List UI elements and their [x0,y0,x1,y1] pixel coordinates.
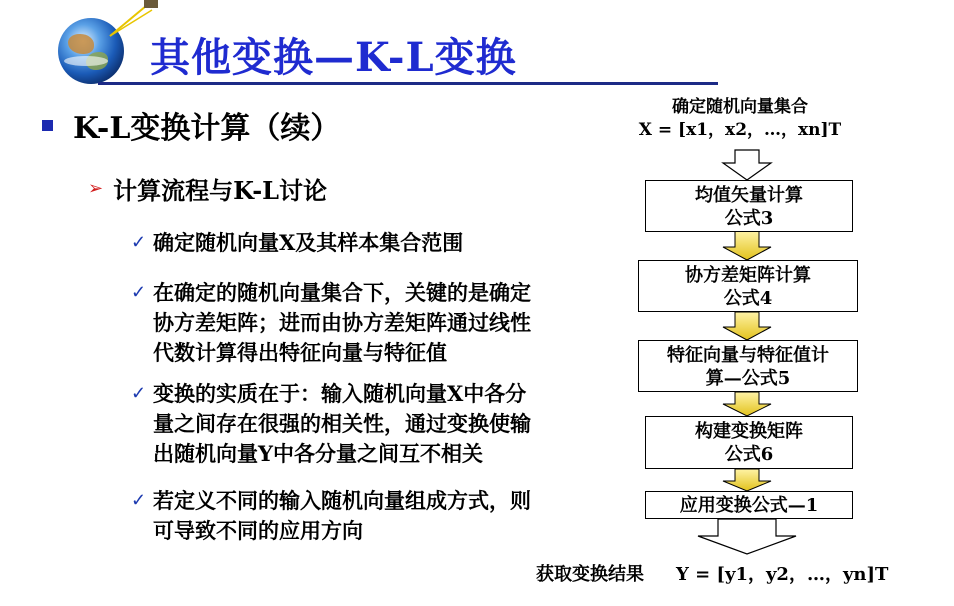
page-title: 其他变换—K-L变换 [150,34,517,81]
flow-step-covariance [638,260,858,312]
section-heading-text: K-L变换计算（续） [73,111,341,146]
flow-step-line: 应用变换公式—1 [679,495,819,516]
list-item-line: 协方差矩阵；进而由协方差矩阵通过线性 [153,310,531,335]
subheading-text: 计算流程与K-L讨论 [113,176,328,205]
flow-step-line: 公式6 [724,444,774,465]
checkmark-icon: ✓ [131,490,147,511]
list-item-line: 变换的实质在于：输入随机向量X中各分 [153,381,527,406]
list-item-line: 在确定的随机向量集合下，关键的是确定 [153,280,531,305]
flowchart-start-expr: X = [x1，x2，…，xn]T [638,120,842,140]
arrow-bullet-icon: ➢ [88,178,104,199]
checkmark-icon: ✓ [131,383,147,404]
hollow-arrow-icon [723,150,771,180]
yellow-arrow-icon [723,231,771,260]
yellow-arrow-icon [723,392,771,416]
flowchart-end-label: 获取变换结果 [536,564,644,585]
yellow-arrow-icon [723,469,771,491]
yellow-arrow-icon [723,312,771,340]
flowchart-start [630,96,850,142]
flow-step-eigen [638,340,858,392]
flow-step-line: 协方差矩阵计算 [685,265,811,286]
flow-step-apply-transform [645,491,853,519]
flow-step-line: 均值矢量计算 [695,185,803,206]
list-item-line: 代数计算得出特征向量与特征值 [153,340,447,365]
flow-step-transform-matrix [645,416,853,469]
flow-step-mean-vector [645,180,853,232]
checkmark-icon: ✓ [131,282,147,303]
flowchart-end-expr: Y = [y1，y2，…，yn]T [676,564,889,585]
list-item-line: 量之间存在很强的相关性，通过变换使输 [153,411,531,436]
flowchart-start-label: 确定随机向量集合 [672,97,808,117]
flow-step-line: 算—公式5 [705,368,791,389]
flow-step-line: 特征向量与特征值计 [667,345,829,366]
list-item-line: 出随机向量Y中各分量之间互不相关 [153,441,483,466]
list-item-line: 确定随机向量X及其样本集合范围 [153,230,464,255]
hollow-arrow-icon [698,519,796,554]
flow-step-line: 公式3 [724,208,774,229]
checkmark-icon: ✓ [131,232,147,253]
list-item-line: 若定义不同的输入随机向量组成方式，则 [153,488,531,513]
flow-step-line: 公式4 [723,288,773,309]
flow-step-line: 构建变换矩阵 [695,421,803,442]
list-item-line: 可导致不同的应用方向 [153,518,363,543]
